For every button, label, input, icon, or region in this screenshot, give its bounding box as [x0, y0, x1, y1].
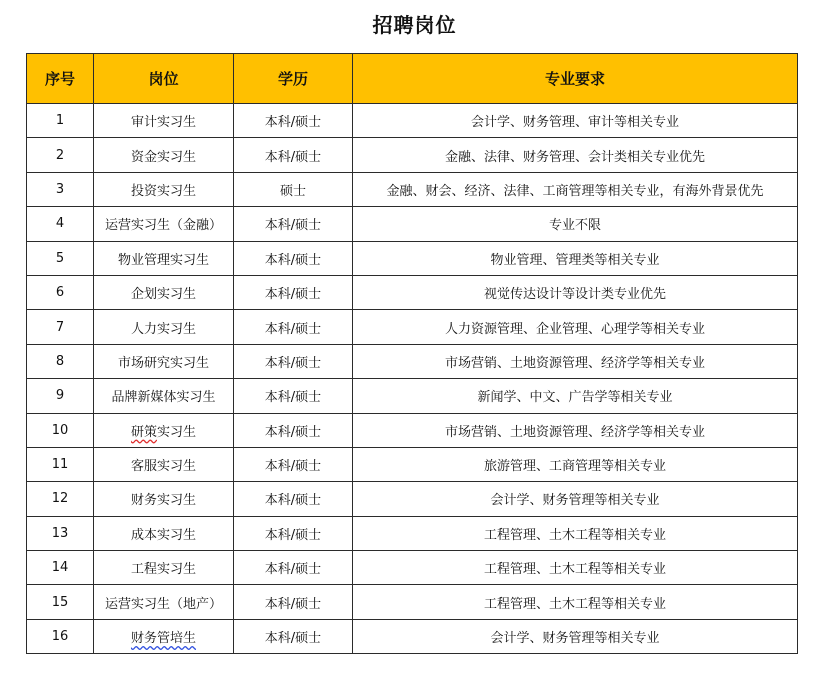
row-position: 成本实习生 — [94, 516, 234, 550]
row-seq: 2 — [27, 138, 94, 172]
row-seq: 4 — [27, 207, 94, 241]
row-position: 市场研究实习生 — [94, 344, 234, 378]
row-position: 资金实习生 — [94, 138, 234, 172]
row-seq: 14 — [27, 551, 94, 585]
row-seq: 3 — [27, 172, 94, 206]
row-position-text: 财务管培生 — [130, 631, 196, 647]
row-degree: 本科/硕士 — [234, 482, 353, 516]
row-degree: 本科/硕士 — [234, 413, 353, 447]
row-seq: 15 — [27, 585, 94, 619]
row-major: 会计学、财务管理等相关专业 — [353, 619, 798, 653]
row-seq: 13 — [27, 516, 94, 550]
header-major: 专业要求 — [353, 54, 798, 104]
row-position — [94, 413, 234, 447]
row-seq: 7 — [27, 310, 94, 344]
row-seq: 12 — [27, 482, 94, 516]
table-row — [27, 275, 798, 309]
row-position: 品牌新媒体实习生 — [94, 379, 234, 413]
row-seq: 16 — [27, 619, 94, 653]
row-major: 专业不限 — [353, 207, 798, 241]
table-row — [27, 344, 798, 378]
row-major: 工程管理、土木工程等相关专业 — [353, 585, 798, 619]
row-degree: 本科/硕士 — [234, 275, 353, 309]
table-row — [27, 172, 798, 206]
row-position-suffix: 实习生 — [157, 424, 197, 440]
row-major: 市场营销、土地资源管理、经济学等相关专业 — [353, 413, 798, 447]
row-seq: 11 — [27, 447, 94, 481]
row-seq: 8 — [27, 344, 94, 378]
row-position: 人力实习生 — [94, 310, 234, 344]
row-degree: 本科/硕士 — [234, 344, 353, 378]
row-major: 旅游管理、工商管理等相关专业 — [353, 447, 798, 481]
row-position: 审计实习生 — [94, 104, 234, 138]
table-row — [27, 241, 798, 275]
row-position: 运营实习生（金融） — [94, 207, 234, 241]
row-position: 财务实习生 — [94, 482, 234, 516]
header-position: 岗位 — [94, 54, 234, 104]
row-position: 运营实习生（地产） — [94, 585, 234, 619]
row-degree: 本科/硕士 — [234, 551, 353, 585]
row-degree: 本科/硕士 — [234, 138, 353, 172]
page-title: 招聘岗位 — [372, 13, 457, 37]
row-degree: 本科/硕士 — [234, 585, 353, 619]
row-seq: 9 — [27, 379, 94, 413]
row-major: 人力资源管理、企业管理、心理学等相关专业 — [353, 310, 798, 344]
table-row — [27, 551, 798, 585]
table-row — [27, 104, 798, 138]
row-position: 客服实习生 — [94, 447, 234, 481]
row-major: 市场营销、土地资源管理、经济学等相关专业 — [353, 344, 798, 378]
table-row — [27, 413, 798, 447]
row-position-prefix: 研策 — [130, 424, 157, 440]
row-major: 会计学、财务管理等相关专业 — [353, 482, 798, 516]
row-degree: 本科/硕士 — [234, 516, 353, 550]
row-degree: 本科/硕士 — [234, 104, 353, 138]
row-major: 金融、法律、财务管理、会计类相关专业优先 — [353, 138, 798, 172]
table-row — [27, 379, 798, 413]
row-position: 工程实习生 — [94, 551, 234, 585]
row-degree: 本科/硕士 — [234, 379, 353, 413]
table-row — [27, 482, 798, 516]
row-seq: 5 — [27, 241, 94, 275]
row-major: 金融、财会、经济、法律、工商管理等相关专业，有海外背景优先 — [353, 172, 798, 206]
row-major: 会计学、财务管理、审计等相关专业 — [353, 104, 798, 138]
table-row — [27, 516, 798, 550]
row-degree: 本科/硕士 — [234, 241, 353, 275]
row-major: 视觉传达设计等设计类专业优先 — [353, 275, 798, 309]
header-seq: 序号 — [27, 54, 94, 104]
row-degree: 硕士 — [234, 172, 353, 206]
row-major: 工程管理、土木工程等相关专业 — [353, 516, 798, 550]
row-seq: 6 — [27, 275, 94, 309]
row-degree: 本科/硕士 — [234, 310, 353, 344]
row-seq: 10 — [27, 413, 94, 447]
row-position: 物业管理实习生 — [94, 241, 234, 275]
table-row — [27, 138, 798, 172]
row-position: 企划实习生 — [94, 275, 234, 309]
row-seq: 1 — [27, 104, 94, 138]
row-position — [94, 619, 234, 653]
recruitment-table — [26, 53, 798, 654]
row-degree: 本科/硕士 — [234, 447, 353, 481]
table-row — [27, 447, 798, 481]
table-row — [27, 207, 798, 241]
row-major: 物业管理、管理类等相关专业 — [353, 241, 798, 275]
row-degree: 本科/硕士 — [234, 619, 353, 653]
row-position: 投资实习生 — [94, 172, 234, 206]
table-row — [27, 619, 798, 653]
table-row — [27, 310, 798, 344]
row-major: 工程管理、土木工程等相关专业 — [353, 551, 798, 585]
row-major: 新闻学、中文、广告学等相关专业 — [353, 379, 798, 413]
header-degree: 学历 — [234, 54, 353, 104]
row-degree: 本科/硕士 — [234, 207, 353, 241]
table-row — [27, 585, 798, 619]
table-header-row — [27, 54, 798, 104]
